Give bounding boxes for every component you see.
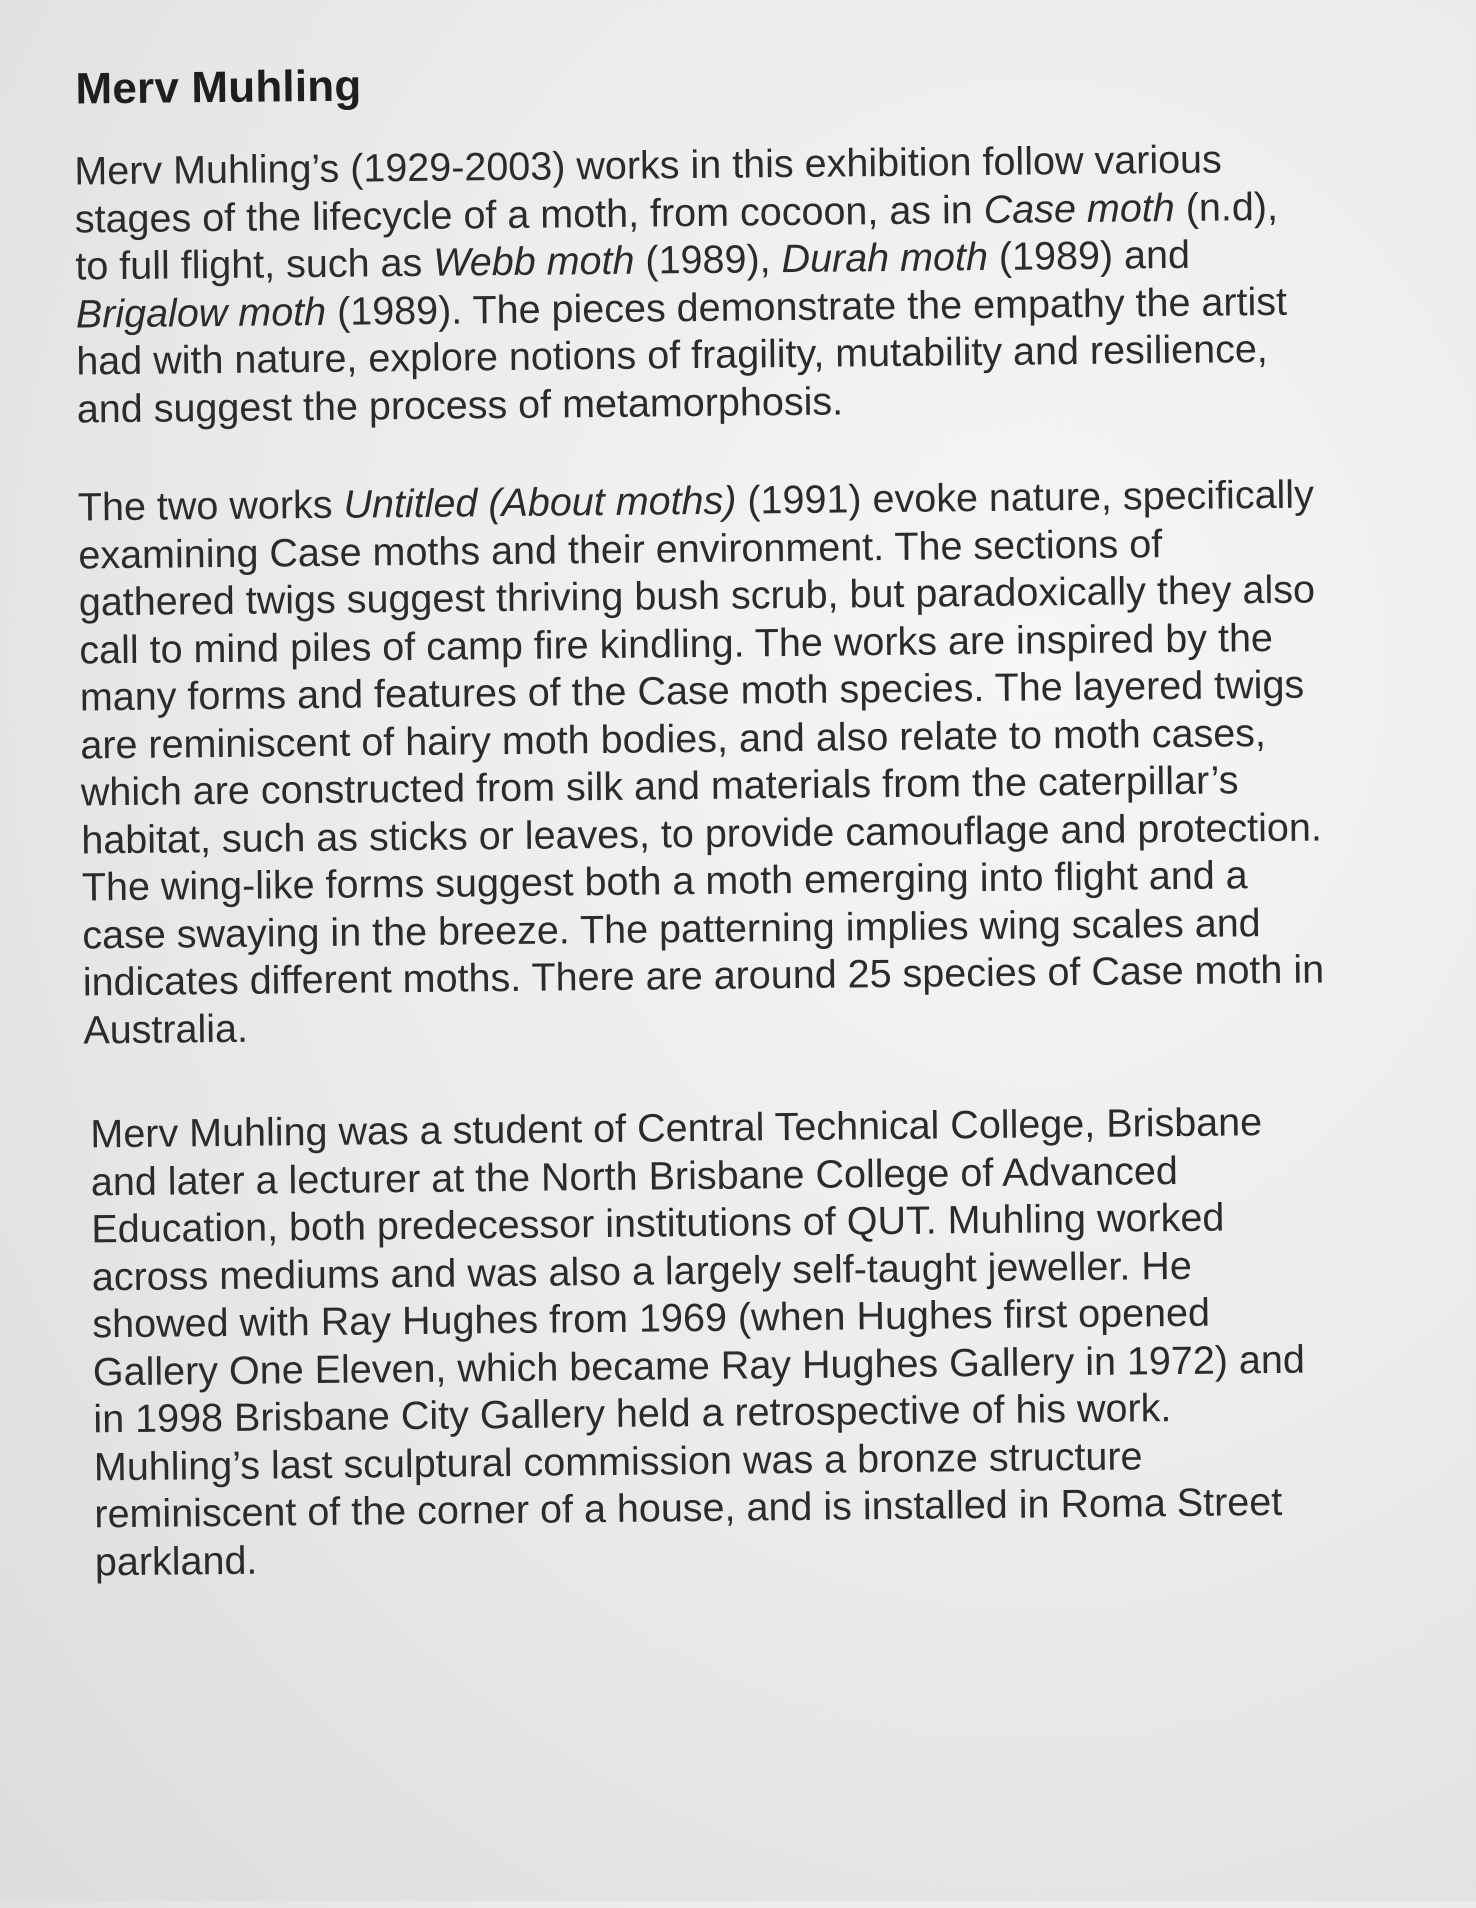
paragraph-biography: [90, 1097, 1425, 1586]
text-run: across mediums and was also a largely self-taught jeweller. He: [91, 1243, 1193, 1299]
text-run: many forms and features of the Case moth species. The layered twigs: [79, 662, 1305, 720]
text-run: to full flight, such as: [75, 240, 434, 289]
text-run: which are constructed from silk and materials from the caterpillar’s: [80, 758, 1239, 815]
text-run: (1989),: [634, 237, 782, 283]
text-run: and suggest the process of metamorphosis.: [76, 378, 844, 431]
text-run: gathered twigs suggest thriving bush scrub, but paradoxically they also: [78, 567, 1316, 625]
text-run: (n.d),: [1174, 184, 1279, 230]
text-run: (1989). The pieces demonstrate the empathy the artist: [325, 279, 1288, 334]
text-run: parkland.: [94, 1538, 258, 1584]
text-run: Merv Muhling’s (1929-2003) works in this exhibition follow various: [74, 137, 1223, 194]
text-run: Education, both predecessor institutions of QUT. Muhling worked: [91, 1195, 1225, 1252]
text-run: call to mind piles of camp fire kindling. The works are inspired by the: [79, 615, 1274, 672]
text-run: (1989) and: [987, 232, 1191, 279]
text-run: reminiscent of the corner of a house, and is installed in Roma Street: [94, 1479, 1283, 1537]
text-run: Muhling’s last sculptural commission was a bronze structure: [93, 1433, 1143, 1489]
artwork-title: Durah moth: [781, 234, 989, 282]
paragraph-untitled-works: [78, 471, 1414, 1055]
text-run: indicates different moths. There are around 25 species of Case moth in: [82, 947, 1325, 1005]
text-run: and later a lecturer at the North Brisbane College of Advanced: [90, 1148, 1178, 1204]
text-run: The wing-like forms suggest both a moth emerging into flight and a: [81, 853, 1248, 910]
text-run: Gallery One Eleven, which became Ray Hughes Gallery in 1972) and: [92, 1337, 1306, 1394]
label-title: Merv Muhling: [75, 61, 362, 114]
artwork-title: Case moth: [983, 185, 1175, 232]
text-run: habitat, such as sticks or leaves, to provide camouflage and protection.: [81, 804, 1323, 862]
text-run: examining Case moths and their environment. The sections of: [78, 521, 1163, 577]
text-run: in 1998 Brisbane City Gallery held a retrospective of his work.: [93, 1386, 1172, 1442]
text-run: had with nature, explore notions of fragility, mutability and resilience,: [76, 327, 1268, 384]
artwork-title: Brigalow moth: [75, 289, 327, 337]
text-run: The two works: [77, 482, 344, 530]
text-run: Australia.: [83, 1006, 249, 1052]
text-run: case swaying in the breeze. The patterning implies wing scales and: [82, 900, 1261, 957]
artwork-title: Webb moth: [432, 238, 635, 285]
text-run: showed with Ray Hughes from 1969 (when Hughes first opened: [92, 1290, 1211, 1347]
text-run: Merv Muhling was a student of Central Technical College, Brisbane: [90, 1100, 1263, 1157]
text-run: are reminiscent of hairy moth bodies, and also relate to moth cases,: [80, 710, 1267, 767]
artwork-title: Untitled (About moths): [343, 478, 737, 527]
text-run: (1991) evoke nature, specifically: [736, 472, 1315, 523]
paragraph-intro: [74, 135, 1407, 434]
text-run: stages of the lifecycle of a moth, from cocoon, as in: [74, 187, 984, 242]
